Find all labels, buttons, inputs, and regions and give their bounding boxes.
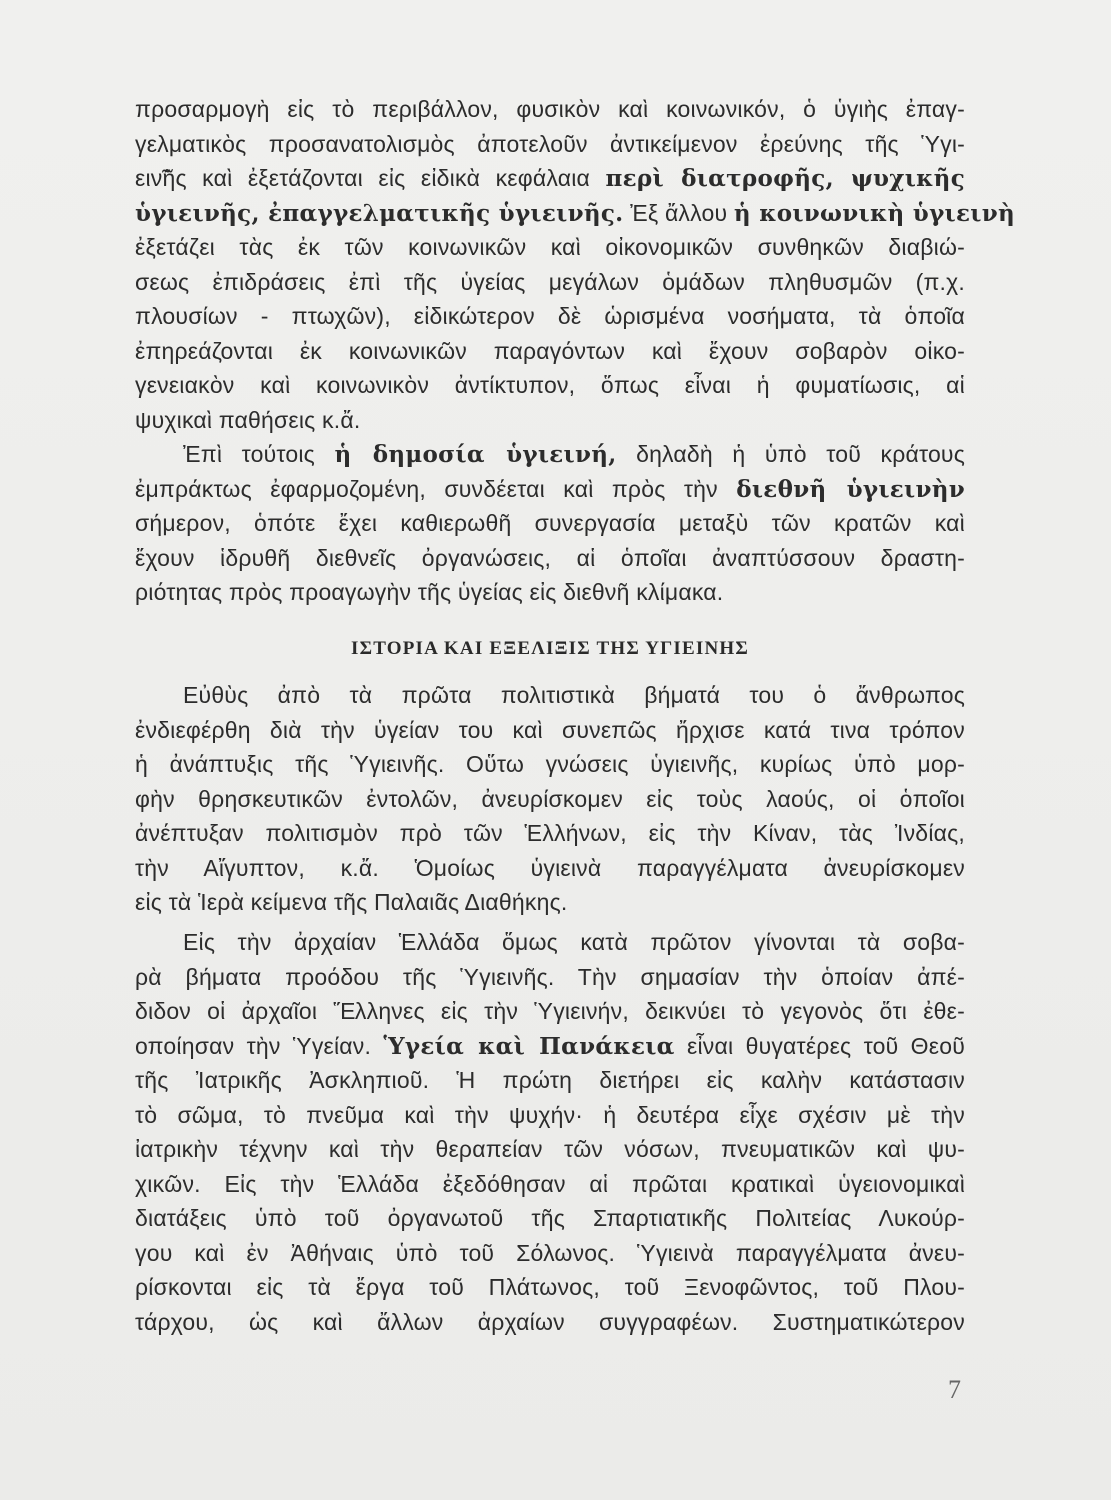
text-line: Εἰς τὴν ἀρχαίαν Ἑλλάδα ὅμως κατὰ πρῶτον γίνονται τὰ σοβα-	[183, 929, 965, 955]
paragraph-3	[135, 678, 965, 920]
paragraph-1	[135, 92, 1015, 437]
text-line: εἰς τὰ Ἱερὰ κείμενα τῆς Παλαιᾶς Διαθήκης.	[135, 889, 568, 915]
page-number: 7	[948, 1375, 961, 1404]
text-line: Εὐθὺς ἀπὸ τὰ πρῶτα πολιτιστικὰ βήματά του ὁ ἄνθρωπος	[183, 682, 965, 708]
paragraph-2	[135, 437, 965, 610]
text-line: προσαρμογὴ εἰς τὸ περιβάλλον, φυσικὸν καὶ κοινωνικόν, ὁ ὑγιὴς ἐπαγ-	[135, 96, 965, 122]
text-line: τάρχου, ὡς καὶ ἄλλων ἀρχαίων συγγραφέων. Συστηματικώτερον	[135, 1308, 965, 1335]
text-line	[135, 196, 1015, 231]
text-line: ἔχουν ἱδρυθῆ διεθνεῖς ὀργανώσεις, αἱ ὁποῖαι ἀναπτύσσουν δραστη-	[135, 544, 965, 571]
text-line: τὸ σῶμα, τὸ πνεῦμα καὶ τὴν ψυχήν· ἡ δευτέρα εἶχε σχέσιν μὲ τὴν	[135, 1101, 965, 1128]
text-span: δηλαδὴ ἡ ὑπὸ τοῦ κράτους	[636, 441, 965, 467]
text-line	[135, 472, 965, 507]
text-line: χικῶν. Εἰς τὴν Ἑλλάδα ἐξεδόθησαν αἱ πρῶται κρατικαὶ ὑγειονομικαὶ	[135, 1170, 965, 1197]
text-line: ρὰ βήματα προόδου τῆς Ὑγιεινῆς. Τὴν σημασίαν τὴν ὁποίαν ἀπέ-	[135, 963, 965, 990]
text-line: ριότητας πρὸς προαγωγὴν τῆς ὑγείας εἰς διεθνῆ κλίμακα.	[135, 579, 724, 605]
text-line: ἰατρικὴν τέχνην καὶ τὴν θεραπείαν τῶν νόσων, πνευματικῶν καὶ ψυ-	[135, 1136, 965, 1162]
text-line	[135, 437, 965, 472]
bold-term: Ὑγεία καὶ Πανάκεια	[383, 1032, 675, 1060]
bold-term: περὶ διατροφῆς, ψυχικῆς	[605, 165, 965, 192]
section-heading: ΙΣΤΟΡΙΑ ΚΑΙ ΕΞΕΛΙΞΙΣ ΤΗΣ ΥΓΙΕΙΝΗΣ	[350, 638, 750, 659]
text-line: διατάξεις ὑπὸ τοῦ ὀργανωτοῦ τῆς Σπαρτιατικῆς Πολιτείας Λυκούρ-	[135, 1205, 965, 1231]
text-line	[135, 1029, 965, 1064]
text-line: διδον οἱ ἀρχαῖοι Ἕλληνες εἰς τὴν Ὑγιεινήν, δεικνύει τὸ γεγονὸς ὅτι ἐθε-	[135, 998, 965, 1024]
text-span: οποίησαν τὴν Ὑγείαν.	[135, 1032, 372, 1059]
text-line: φὴν θρησκευτικῶν ἐντολῶν, ἀνευρίσκομεν εἰς τοὺς λαούς, οἱ ὁποῖοι	[135, 785, 965, 812]
text-span: ἐμπράκτως ἐφαρμοζομένη, συνδέεται καὶ πρὸς τὴν	[135, 475, 718, 502]
text-line: γου καὶ ἐν Ἀθήναις ὑπὸ τοῦ Σόλωνος. Ὑγιεινὰ παραγγέλματα ἀνευ-	[135, 1239, 965, 1266]
bold-term: ἡ κοινωνικὴ ὑγιεινὴ	[733, 199, 1015, 227]
bold-term: ὑγιεινῆς, ἐπαγγελματικῆς ὑγιεινῆς.	[135, 199, 624, 227]
text-span: εἶναι θυγατέρες τοῦ Θεοῦ	[687, 1032, 965, 1059]
bold-term: διεθνῆ ὑγιεινὴν	[736, 475, 965, 503]
text-line: ἐπηρεάζονται ἐκ κοινωνικῶν παραγόντων καὶ ἔχουν σοβαρὸν οἰκο-	[135, 337, 965, 364]
text-span: Ἐπὶ τούτοις	[183, 441, 315, 467]
text-line: σεως ἐπιδράσεις ἐπὶ τῆς ὑγείας μεγάλων ὁμάδων πληθυσμῶν (π.χ.	[135, 268, 965, 295]
text-span: ειν̃ῆς καὶ ἐξετάζονται εἰς εἰδικὰ κεφάλαια	[135, 165, 591, 191]
text-line: γενειακὸν καὶ κοινωνικὸν ἀντίκτυπον, ὅπως εἶναι ἡ φυματίωσις, αἱ	[135, 372, 965, 398]
text-line: ἐνδιεφέρθη διὰ τὴν ὑγείαν του καὶ συνεπῶς ἤρχισε κατά τινα τρόπον	[135, 716, 965, 743]
text-line: γελματικὸς προσανατολισμὸς ἀποτελοῦν ἀντικείμενον ἐρεύνης τῆς Ὑγι-	[135, 130, 965, 157]
text-line: ἀνέπτυξαν πολιτισμὸν πρὸ τῶν Ἑλλήνων, εἰς τὴν Κίναν, τὰς Ἰνδίας,	[135, 820, 965, 846]
text-line: ρίσκονται εἰς τὰ ἔργα τοῦ Πλάτωνος, τοῦ Ξενοφῶντος, τοῦ Πλου-	[135, 1274, 965, 1300]
text-span: Ἐξ ἄλλου	[630, 199, 728, 226]
text-line	[135, 161, 965, 196]
text-line: τῆς Ἰατρικῆς Ἀσκληπιοῦ. Ἡ πρώτη διετήρει εἰς καλὴν κατάστασιν	[135, 1067, 965, 1093]
text-line: τὴν Αἴγυπτον, κ.ἄ. Ὁμοίως ὑγιεινὰ παραγγέλματα ἀνευρίσκομεν	[135, 854, 965, 881]
text-line: ἐξετάζει τὰς ἐκ τῶν κοινωνικῶν καὶ οἰκονομικῶν συνθηκῶν διαβιώ-	[135, 234, 965, 260]
text-line: ἡ ἀνάπτυξις τῆς Ὑγιεινῆς. Οὕτω γνώσεις ὑγιεινῆς, κυρίως ὑπὸ μορ-	[135, 751, 965, 777]
text-line: ψυχικαὶ παθήσεις κ.ἄ.	[135, 406, 361, 433]
bold-term: ἡ δημοσία ὑγιεινή,	[334, 441, 617, 468]
text-line: σήμερον, ὁπότε ἔχει καθιερωθῆ συνεργασία μεταξὺ τῶν κρατῶν καὶ	[135, 510, 965, 536]
paragraph-4	[135, 925, 965, 1339]
text-line: πλουσίων - πτωχῶν), εἰδικώτερον δὲ ὡρισμένα νοσήματα, τὰ ὁποῖα	[135, 303, 965, 329]
